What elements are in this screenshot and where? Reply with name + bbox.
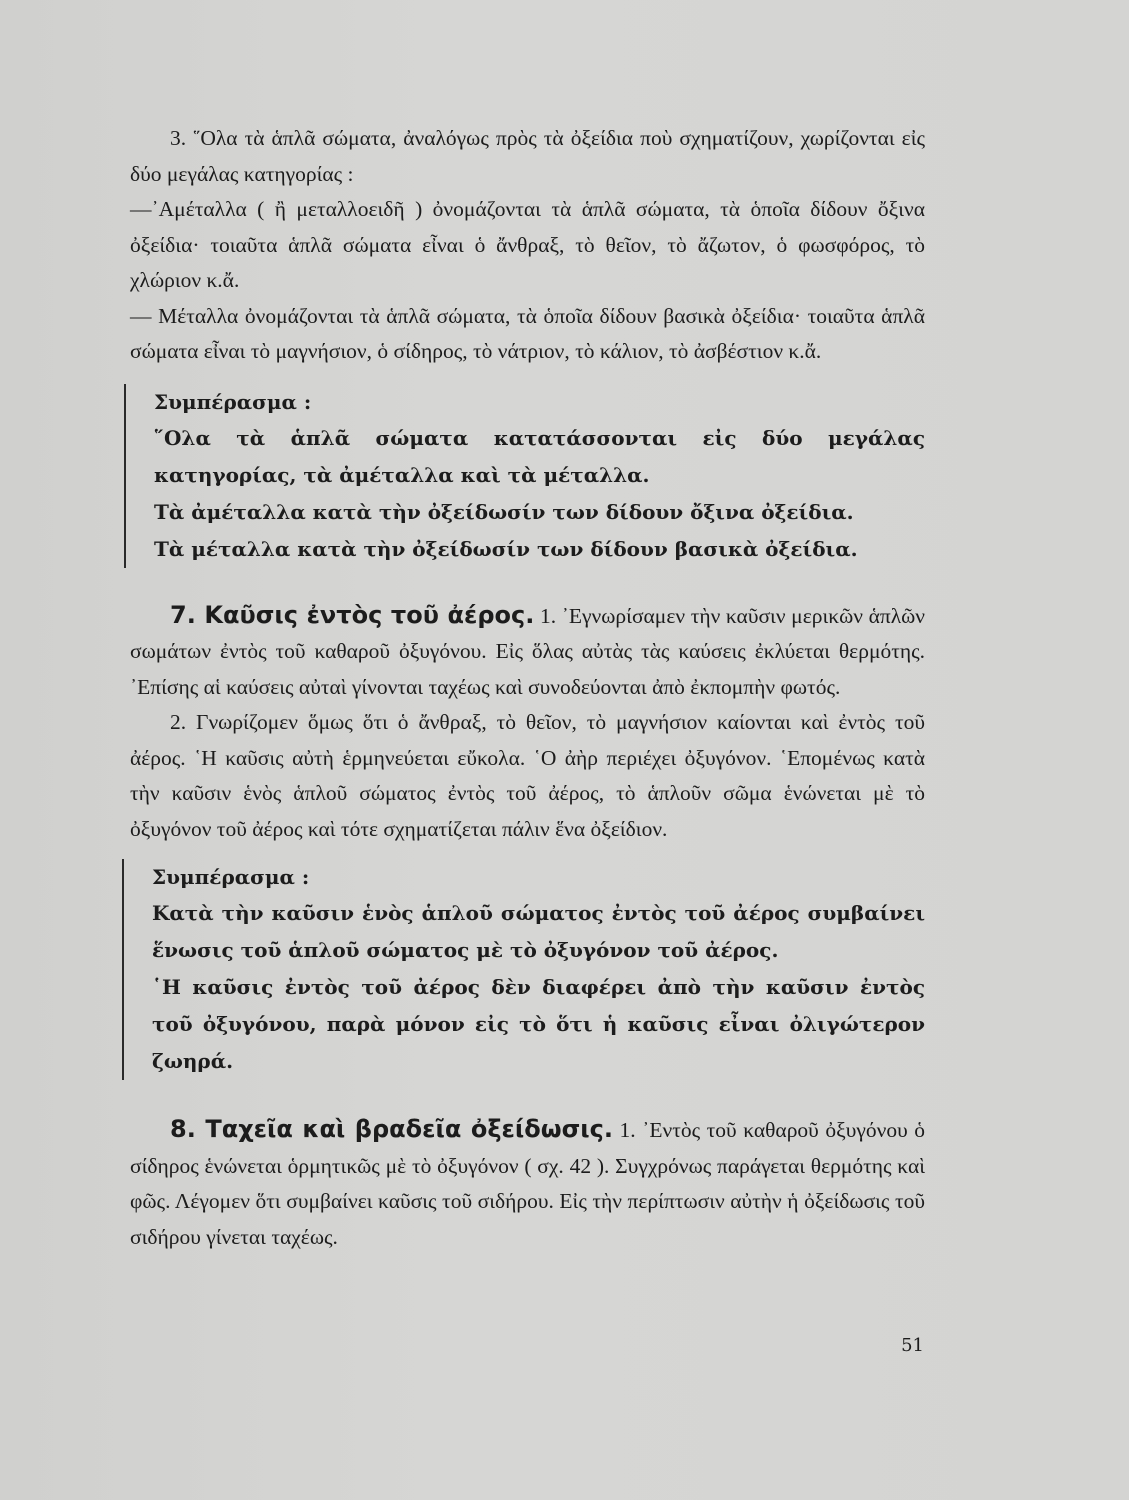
conclusion-line: Τὰ ἀμέταλλα κατὰ τὴν ὀξείδωσίν των δίδουν ὄξινα ὀξείδια. [154,499,854,524]
conclusion-line: ῞Ολα τὰ ἁπλᾶ σώματα κατατάσσονται εἰς δύο μεγάλας κατηγορίας, τὰ ἀμέταλλα καὶ τὰ μέταλλα. [154,425,925,487]
paragraph-metals: — Μέταλλα ὀνομάζονται τὰ ἁπλᾶ σώματα, τὰ ὁποῖα δίδουν βασικὰ ὀξείδια· τοιαῦτα ἁπλᾶ σώματα εἶναι τὸ μαγνήσιον, ὁ σίδηρος, τὸ νάτριον, τὸ κάλιον, τὸ ἀσβέστιον κ.ἄ. [130,303,925,363]
section-8-heading: 8. Ταχεῖα καὶ βραδεῖα ὀξείδωσις. [170,1115,613,1143]
conclusion-box-2 [122,859,925,1080]
conclusion-line: ῾Η καῦσις ἐντὸς τοῦ ἀέρος δὲν διαφέρει ἀπὸ τὴν καῦσιν ἐντὸς τοῦ ὀξυγόνου, παρὰ μόνον εἰς τὸ ὅτι ἡ καῦσις εἶναι ὀλιγώτερον ζωηρά. [152,975,925,1073]
conclusion-line: Κατὰ τὴν καῦσιν ἑνὸς ἁπλοῦ σώματος ἐντὸς τοῦ ἀέρος συμβαίνει ἕνωσις τοῦ ἁπλοῦ σώματος μὲ τὸ ὀξυγόνον τοῦ ἀέρος. [152,901,925,962]
page-number: 51 [901,1335,924,1356]
section-8-text-1: 1. ᾽Εντὸς τοῦ καθαροῦ ὀξυγόνου ὁ σίδηρος ἑνώνεται ὁρμητικῶς μὲ τὸ ὀξυγόνον ( σχ. 42 ). Συγχρόνως παράγεται θερμότης καὶ φῶς. Λέγομεν ὅτι συμβαίνει καῦσις τοῦ σιδήρου. Εἰς τὴν περίπτωσιν αὐτὴν ἡ ὀξείδωσις τοῦ σιδήρου γίνεται ταχέως. [130,1118,925,1249]
conclusion-line: Τὰ μέταλλα κατὰ τὴν ὀξείδωσίν των δίδουν βασικὰ ὀξείδια. [154,536,858,561]
conclusion-title-2: Συμπέρασμα : [152,865,310,889]
section-7-paragraph-2: 2. Γνωρίζομεν ὅμως ὅτι ὁ ἄνθραξ, τὸ θεῖον, τὸ μαγνήσιον καίονται καὶ ἐντὸς τοῦ ἀέρος. ῾Η καῦσις αὐτὴ ἑρμηνεύεται εὔκολα. ῾Ο ἀὴρ περιέχει ὀξυγόνον. ῾Επομένως κατὰ τὴν καῦσιν ἑνὸς ἁπλοῦ σώματος ἐντὸς τοῦ ἀέρος, τὸ ἁπλοῦν σῶμα ἑνώνεται μὲ τὸ ὀξυγόνον τοῦ ἀέρος καὶ τότε σχηματίζεται πάλιν ἕνα ὀξείδιον. [130,710,925,841]
section-7-paragraph-1 [130,598,925,706]
conclusion-box-1 [124,384,925,568]
section-7-text-1: 1. ᾽Εγνωρίσαμεν τὴν καῦσιν μερικῶν ἁπλῶν σωμάτων ἐντὸς τοῦ καθαροῦ ὀξυγόνου. Εἰς ὅλας αὐτὰς τὰς καύσεις ἐκλύεται θερμότης. ᾽Επίσης αἱ καύσεις αὐταὶ γίνονται ταχέως καὶ συνοδεύονται ἀπὸ ἐκπομπὴν φωτός. [130,603,925,699]
conclusion-title-1: Συμπέρασμα : [154,389,312,414]
section-8-paragraph-1 [130,1112,925,1255]
paragraph-classification: 3. ῞Ολα τὰ ἁπλᾶ σώματα, ἀναλόγως πρὸς τὰ ὀξείδια ποὺ σχηματίζουν, χωρίζονται εἰς δύο μεγάλας κατηγορίας : [130,126,925,186]
page-content [130,115,925,1255]
section-7-heading: 7. Καῦσις ἐντὸς τοῦ ἀέρος. [170,600,535,629]
paragraph-nonmetals: —᾽Αμέταλλα ( ἢ μεταλλοειδῆ ) ὀνομάζονται τὰ ἁπλᾶ σώματα, τὰ ὁποῖα δίδουν ὄξινα ὀξείδια· τοιαῦτα ἁπλᾶ σώματα εἶναι ὁ ἄνθραξ, τὸ θεῖον, τὸ ἄζωτον, ὁ φωσφόρος, τὸ χλώριον κ.ἄ. [130,197,925,292]
